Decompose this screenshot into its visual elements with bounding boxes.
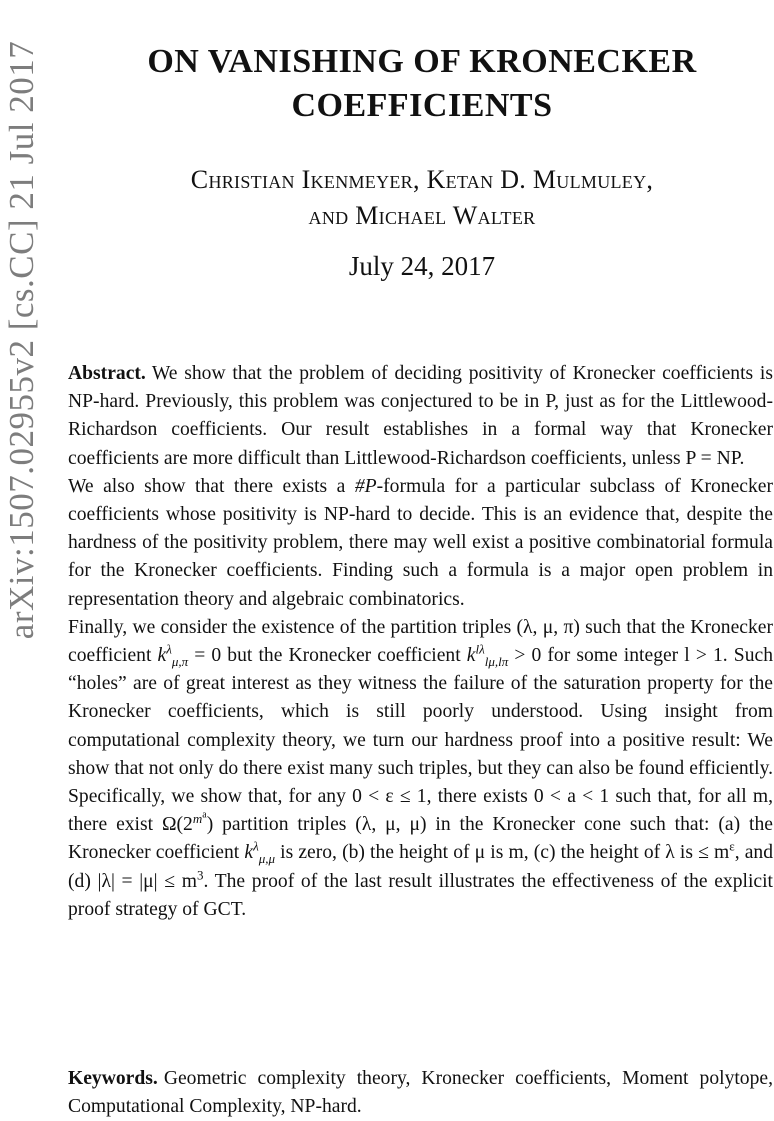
author-list — [70, 162, 774, 234]
abstract-paragraph-2 — [68, 473, 773, 614]
keywords-text: Geometric complexity theory, Kronecker coefficients, Moment polytope, Computational Complexity, NP-hard. — [68, 1068, 773, 1118]
authors-line-1: Christian Ikenmeyer, Ketan D. Mulmuley, — [190, 165, 654, 194]
abstract-p3-text-b: = 0 but the Kronecker coefficient — [188, 645, 467, 667]
exponent: ma — [192, 809, 207, 826]
abstract-label: Abstract. — [68, 363, 146, 384]
abstract-p3-text-f: , and (d) |λ| = |μ| ≤ m — [68, 842, 774, 892]
abstract-p2-text-b: -formula for a particular subclass of Kronecker coefficients whose positivity is NP-hard to decide. This is an evidence that, despite the hardness of the positivity problem, there may well exist a positive combinatorial formula for the Kronecker coefficients. Finding such a formula is a major open problem in representation theory and algebraic combinatorics. — [68, 475, 773, 610]
paper-date: July 24, 2017 — [348, 251, 496, 281]
abstract-p1-text: We show that the problem of deciding positivity of Kronecker coefficients is NP-hard. Previously, this problem was conjectured to be in P, just as for the Littlewood-Richardson coefficients. Our result establishes in a formal way that Kronecker coefficients are more difficult than Littlewood-Richardson coefficients, unless P = NP. — [68, 363, 773, 469]
authors-line-2: and Michael Walter — [308, 201, 536, 230]
abstract-paragraph-1 — [68, 360, 773, 473]
abstract-p3-text-g: . The proof of the last result illustrates the effectiveness of the explicit proof strategy of GCT. — [68, 870, 773, 920]
title-line-2: COEFFICIENTS — [291, 87, 553, 124]
arxiv-identifier: arXiv:1507.02955v2 [cs.CC] 21 Jul 2017 — [2, 40, 41, 640]
abstract-section — [68, 360, 773, 924]
title-line-1: ON VANISHING OF KRONECKER — [147, 43, 697, 80]
abstract-p3-text-d: ) partition triples (λ, μ, μ) in the Kronecker cone such that: (a) the Kronecker coefficient — [68, 814, 773, 864]
abstract-p2-text-a: We also show that there exists a — [68, 475, 355, 497]
abstract-paragraph-3 — [68, 614, 773, 924]
sharp-p-formula: #P — [354, 475, 377, 497]
keywords-label: Keywords. — [68, 1068, 158, 1089]
paper-title — [70, 40, 774, 128]
kronecker-coefficient-3: $k^\lambda_{\mu,\mu}$ — [244, 838, 276, 867]
keywords-paragraph — [68, 1065, 773, 1121]
abstract-p3-text-a: Finally, we consider the existence of the partition triples (λ, μ, π) such that the Kronecker coefficient — [68, 616, 773, 667]
abstract-p3-text-c: > 0 for some integer l > 1. Such “holes” are of great interest as they witness the failure of the saturation property for the Kronecker coefficients, which is still poorly understood. Using insight from computational complexity theory, we turn our hardness proof into a positive result: We show that not only do there exist many such triples, but they can also be found efficiently. Specifically, we show that, for any 0 < ε ≤ 1, there exists 0 < a < 1 such that, for all m, there exist Ω(2 — [68, 645, 773, 836]
arxiv-sidebar-stamp — [0, 0, 44, 680]
epsilon-exponent: ε — [729, 838, 735, 854]
cube-exponent: 3 — [196, 867, 204, 883]
kronecker-coefficient-2: $k^{l\lambda}_{l\mu,l\pi}$ — [466, 641, 509, 669]
keywords-section — [68, 1065, 773, 1121]
kronecker-coefficient-1: $k^\lambda_{\mu,\pi}$ — [157, 641, 189, 669]
abstract-p3-text-e: is zero, (b) the height of μ is m, (c) the height of λ is ≤ m — [275, 842, 730, 864]
